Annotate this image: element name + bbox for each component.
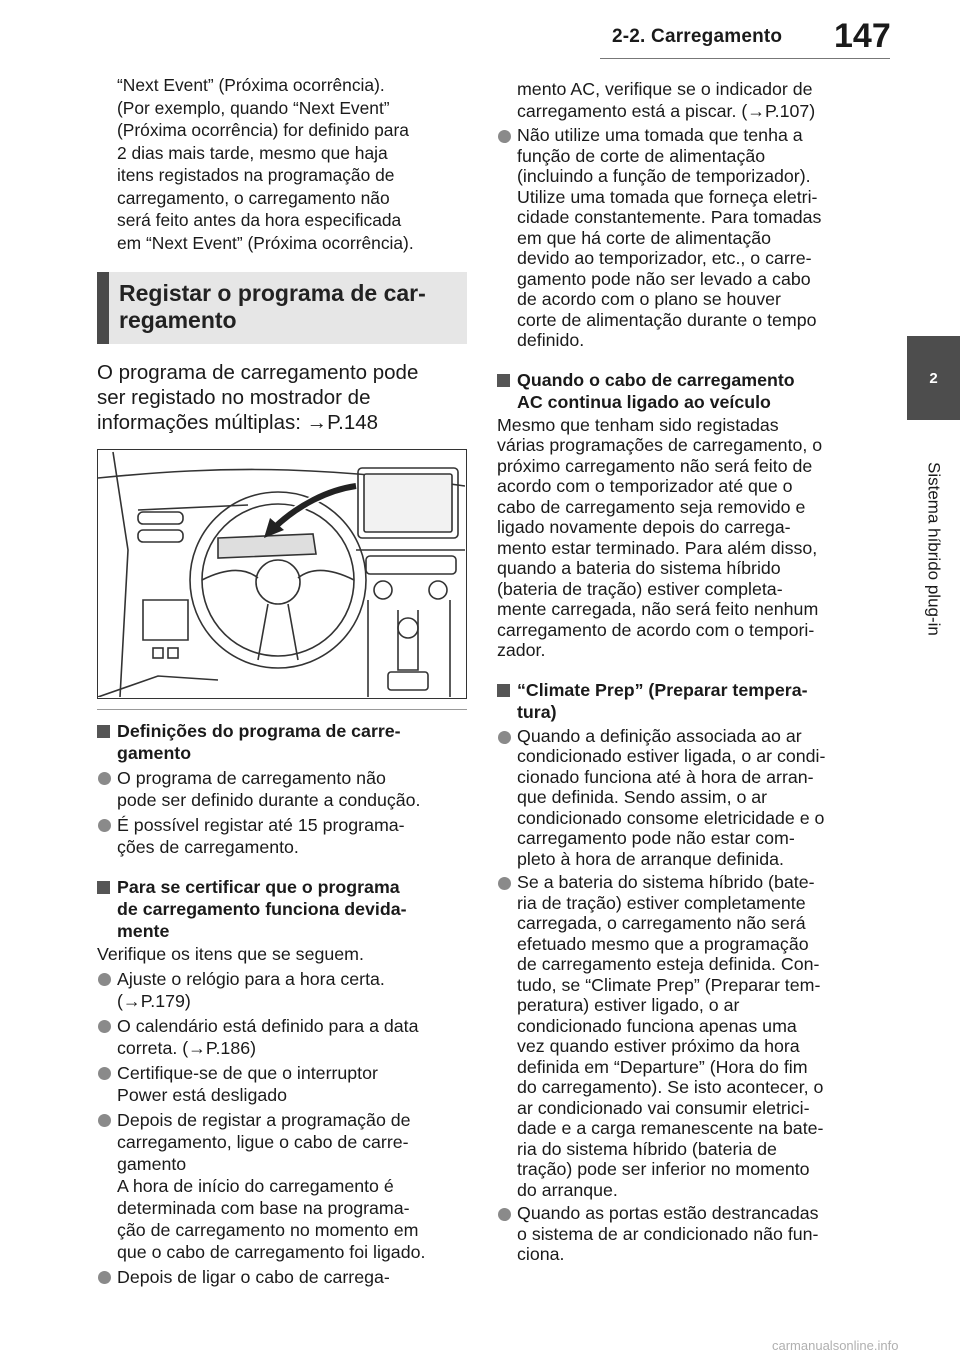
subheading-line: de carregamento funciona devida-: [117, 899, 407, 919]
subheading-cable-connected: [497, 369, 870, 413]
subheading-line: Quando o cabo de carregamento: [517, 369, 795, 390]
side-tab-label-text: Sistema híbrido plug-in: [924, 462, 944, 636]
bullet-line: condicionado funciona apenas uma: [517, 1015, 797, 1036]
intro-line: carregamento, o carregamento não: [117, 187, 390, 208]
intro-line: será feito antes da hora especificada: [117, 210, 402, 230]
spacer: [97, 858, 467, 866]
section-heading-line: regamento: [119, 307, 237, 333]
bullet-line: definida em “Departure” (Hora do fim: [517, 1056, 808, 1077]
bullet-line: do carregamento). Se isto acontecer, o: [517, 1077, 824, 1097]
subheading-line: Definições do programa de carre-: [117, 721, 401, 741]
bullet-line: O calendário está definido para a data: [117, 1015, 419, 1036]
list-item: [97, 968, 467, 1012]
para-line: acordo com o temporizador até que o: [497, 476, 793, 496]
bullet-line: determinada com base na programa-: [117, 1197, 410, 1218]
bullet-line: em que há corte de alimentação: [517, 227, 772, 248]
subheading-line: mente: [117, 921, 170, 941]
bullet-line: cionado funciona até à hora de arran-: [517, 766, 814, 787]
bullet-line: tudo, se “Climate Prep” (Preparar tem-: [517, 974, 821, 995]
left-column: [97, 74, 467, 1288]
bullet-line: O programa de carregamento não: [117, 768, 386, 788]
bullet-link[interactable]: (→P.179): [117, 990, 191, 1011]
continued-bullet: [497, 78, 870, 122]
para-line: carregamento de acordo com o tempori-: [497, 619, 815, 640]
bullet-line: vez quando estiver próximo da hora: [517, 1036, 800, 1056]
bullet-line: A hora de início do carregamento é: [117, 1175, 394, 1196]
bullet-line: tração) pode ser inferior no momento: [517, 1159, 810, 1179]
para-line: zador.: [497, 640, 546, 660]
subheading-line: tura): [517, 701, 557, 722]
subheading-settings: [97, 720, 467, 764]
bullet-line: mento AC, verifique se o indicador de: [517, 79, 813, 99]
list-item: [97, 814, 467, 858]
lead-paragraph: [97, 360, 467, 435]
verify-intro: Verifique os itens que se seguem.: [97, 944, 364, 964]
bullet-line: efetuado mesmo que a programação: [517, 933, 809, 954]
lead-line-link[interactable]: informações múltiplas: →P.148: [97, 411, 379, 434]
list-item: [97, 767, 467, 811]
bullet-line: condicionado consome eletricidade e o: [517, 807, 825, 828]
subheading-line: gamento: [117, 743, 192, 763]
right-column: [497, 78, 870, 1265]
bullet-dot-icon: [98, 1067, 111, 1080]
bullet-line: É possível registar até 15 programa-: [117, 815, 405, 835]
intro-line: em “Next Event” (Próxima ocorrência).: [117, 232, 414, 253]
bullet-dot-icon: [498, 877, 511, 890]
lead-line: O programa de carregamento pode: [97, 361, 419, 384]
bullet-line: que definida. Sendo assim, o ar: [517, 787, 768, 807]
bullet-line: ções de carregamento.: [117, 837, 299, 857]
bullet-line: Quando a definição associada ao ar: [517, 725, 802, 746]
intro-paragraph: [97, 74, 467, 254]
bullet-line: do arranque.: [517, 1179, 618, 1200]
bullet-line: ar condicionado vai consumir eletrici-: [517, 1097, 810, 1118]
para-line: cabo de carregamento seja removido e: [497, 496, 806, 517]
header-section-title: 2-2. Carregamento: [612, 26, 783, 47]
bullet-line: Quando as portas estão destrancadas: [517, 1203, 819, 1223]
bullet-line: Depois de registar a programação de: [117, 1109, 411, 1130]
bullet-line: Se a bateria do sistema híbrido (bate-: [517, 872, 815, 892]
bullet-line: dade e a carga remanescente na bate-: [517, 1118, 824, 1138]
bullet-line: Certifique-se de que o interruptor: [117, 1062, 378, 1083]
list-item: [97, 1109, 467, 1263]
bullet-line: de acordo com o plano se houver: [517, 289, 781, 309]
bullet-line: Ajuste o relógio para a hora certa.: [117, 968, 385, 989]
bullet-line: que o cabo de carregamento foi ligado.: [117, 1241, 426, 1262]
intro-line: (Próxima ocorrência) for definido para: [117, 120, 409, 140]
bullet-line: pleto à hora de arranque definida.: [517, 848, 784, 869]
figure-rule: [97, 709, 467, 710]
bullet-dot-icon: [98, 973, 111, 986]
list-item: [497, 125, 870, 351]
intro-line: “Next Event” (Próxima ocorrência).: [117, 75, 385, 95]
para-line: (bateria de tração) estiver completa-: [497, 578, 783, 599]
bullet-dot-icon: [98, 819, 111, 832]
bullet-line: corte de alimentação durante o tempo: [517, 309, 817, 330]
bullet-line: (incluindo a função de temporizador).: [517, 166, 811, 186]
list-item: [97, 1266, 467, 1288]
bullet-line: ciona.: [517, 1244, 565, 1264]
subheading-verify: [97, 876, 467, 942]
bullet-line: ria do sistema híbrido (bateria de: [517, 1138, 777, 1159]
bullet-dot-icon: [98, 1271, 111, 1284]
bullet-line: o sistema de ar condicionado não fun-: [517, 1223, 819, 1244]
list-item: [97, 1062, 467, 1106]
subheading-line: AC continua ligado ao veículo: [517, 391, 771, 412]
para-line: várias programações de carregamento, o: [497, 435, 823, 455]
bullet-line: carregamento pode não estar com-: [517, 828, 795, 848]
bullet-line: gamento: [117, 1153, 187, 1174]
bullet-dot-icon: [498, 130, 511, 143]
section-heading-line: Registar o programa de car-: [119, 280, 426, 306]
cable-paragraph: [497, 415, 870, 661]
list-item: [497, 726, 870, 870]
bullet-line: função de corte de alimentação: [517, 145, 766, 166]
section-heading: [97, 272, 467, 344]
bullet-link[interactable]: correta. (→P.186): [117, 1037, 257, 1058]
bullet-line: ção de carregamento no momento em: [117, 1219, 419, 1240]
subheading-line: “Climate Prep” (Preparar tempera-: [517, 679, 808, 700]
bullet-line: devido ao temporizador, etc., o carre-: [517, 248, 812, 268]
list-item: [97, 1015, 467, 1059]
bullet-line: carregada, o carregamento não será: [517, 913, 806, 933]
dashboard-illustration: [97, 449, 467, 699]
para-line: Mesmo que tenham sido registadas: [497, 414, 779, 435]
subheading-line: Para se certificar que o programa: [117, 877, 400, 897]
bullet-line: pode ser definido durante a condução.: [117, 790, 421, 810]
list-item: [497, 1203, 870, 1265]
bullet-line: carregamento, ligue o cabo de carre-: [117, 1131, 409, 1152]
square-marker-icon: [497, 684, 510, 697]
bullet-line: Power está desligado: [117, 1084, 288, 1105]
para-line: mento estar terminado. Para além disso,: [497, 537, 818, 558]
watermark: carmanualsonline.info: [772, 1338, 899, 1353]
para-line: ligado novamente depois do carrega-: [497, 517, 791, 537]
bullet-line: de carregamento esteja definida. Con-: [517, 954, 820, 974]
para-line: próximo carregamento não será feito de: [497, 455, 813, 476]
intro-line: 2 dias mais tarde, mesmo que haja: [117, 142, 388, 163]
bullet-dot-icon: [98, 1020, 111, 1033]
spacer: [497, 661, 870, 669]
header-rule: [600, 58, 890, 59]
bullet-line: cidade constantemente. Para tomadas: [517, 207, 822, 227]
bullet-line: definido.: [517, 330, 585, 350]
bullet-line: Depois de ligar o cabo de carrega-: [117, 1266, 390, 1287]
bullet-dot-icon: [498, 1208, 511, 1221]
side-tab-number[interactable]: 2: [907, 336, 960, 420]
bullet-line: condicionado estiver ligada, o ar condi-: [517, 746, 826, 766]
para-line: quando a bateria do sistema híbrido: [497, 558, 781, 578]
intro-line: itens registados na programação de: [117, 165, 395, 185]
spacer: [497, 351, 870, 359]
bullet-line: ria de tração) estiver completamente: [517, 892, 806, 913]
bullet-line: peratura) estiver ligado, o ar: [517, 995, 740, 1015]
square-marker-icon: [97, 881, 110, 894]
dashboard-drawing: [98, 450, 465, 697]
bullet-line: Não utilize uma tomada que tenha a: [517, 125, 803, 145]
bullet-dot-icon: [98, 772, 111, 785]
list-item: [497, 872, 870, 1200]
bullet-dot-icon: [498, 731, 511, 744]
side-tab-label: [907, 424, 960, 674]
lead-line: ser registado no mostrador de: [97, 386, 371, 409]
intro-line: (Por exemplo, quando “Next Event”: [117, 97, 390, 118]
square-marker-icon: [497, 374, 510, 387]
bullet-link[interactable]: carregamento está a piscar. (→P.107): [517, 101, 816, 121]
bullet-dot-icon: [98, 1114, 111, 1127]
subheading-climate-prep: [497, 679, 870, 723]
square-marker-icon: [97, 725, 110, 738]
page-number: 147: [834, 17, 891, 55]
bullet-line: Utilize uma tomada que forneça eletri-: [517, 186, 818, 207]
bullet-line: gamento pode não ser levado a cabo: [517, 268, 811, 289]
para-line: mente carregada, não será feito nenhum: [497, 599, 819, 619]
